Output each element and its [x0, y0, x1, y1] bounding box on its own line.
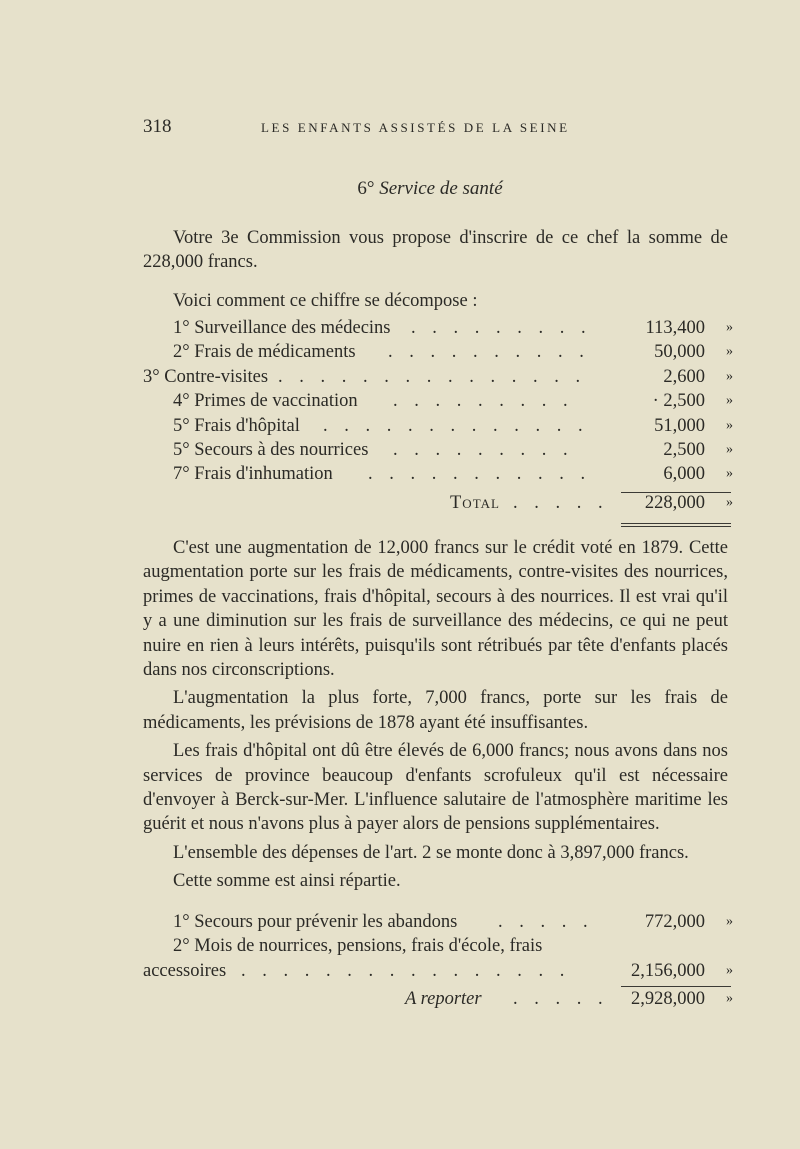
- row-label: 3° Contre-visites: [143, 366, 269, 387]
- page-number: 318: [143, 116, 172, 137]
- report-dots: . . . . .: [513, 989, 609, 1010]
- section-number: 6°: [357, 178, 375, 199]
- row-amount: · 2,500: [652, 391, 705, 412]
- row-ditto: »: [726, 368, 733, 384]
- row-label: 4° Primes de vaccination: [173, 391, 358, 412]
- row-dots: . . . . . . . . .: [393, 439, 574, 460]
- intro-paragraph: Votre 3e Commission vous propose d'inscrire de ce chef la somme de 228,000 francs.: [143, 228, 728, 273]
- row-amount: 6,000: [663, 464, 705, 485]
- report-row: [143, 987, 743, 1011]
- row-dots: . . . . . . . . . . . . . . . .: [241, 960, 571, 981]
- row-amount: 51,000: [654, 415, 705, 436]
- running-head: [143, 116, 613, 140]
- row-label: 5° Frais d'hôpital: [173, 415, 300, 436]
- total-ditto: »: [726, 494, 733, 510]
- paragraph: L'ensemble des dépenses de l'art. 2 se monte donc à 3,897,000 francs.: [173, 842, 689, 863]
- row-label: 5° Secours à des nourrices: [173, 439, 369, 460]
- row-dots: . . . . .: [498, 912, 594, 932]
- row-dots: . . . . . . . . . . . . .: [323, 415, 589, 436]
- total-label: Total: [450, 492, 500, 513]
- book-title: LES ENFANTS ASSISTÉS DE LA SEINE: [261, 120, 570, 135]
- paragraph: Cette somme est ainsi répartie.: [173, 871, 401, 892]
- table-row: [143, 462, 743, 486]
- row-ditto: »: [726, 393, 733, 409]
- row-dots: . . . . . . . . . . .: [368, 464, 592, 485]
- report-label: A reporter: [405, 989, 482, 1010]
- row-dots: . . . . . . . . . .: [388, 342, 590, 363]
- paragraph: Les frais d'hôpital ont dû être élevés de 6,000 francs; nous avons dans nos services de province beaucoup d'enfants scrofuleux qu'il est nécessaire d'envoyer à Berck-sur-Mer. L'influence salutaire de l'atmosphère maritime les guérit et nous n'avons plus à payer alors de pensions supplémentaires.: [143, 741, 728, 835]
- body-text: [143, 536, 728, 894]
- row-ditto: »: [726, 441, 733, 457]
- row-amount: 50,000: [654, 342, 705, 363]
- row-dots: . . . . . . . . . . . . . . .: [278, 366, 587, 387]
- row-amount: 113,400: [645, 318, 705, 338]
- row-dots: . . . . . . . . .: [393, 391, 574, 412]
- table-row: [143, 414, 743, 438]
- report-ditto: »: [726, 991, 733, 1007]
- expenses-table: [143, 910, 743, 1012]
- row-label: 2° Frais de médicaments: [173, 342, 356, 363]
- row-ditto: »: [726, 344, 733, 360]
- total-dots: . . . . .: [513, 492, 609, 513]
- row-ditto: »: [726, 962, 733, 978]
- row-dots: . . . . . . . . .: [411, 318, 592, 338]
- paragraph: L'augmentation la plus forte, 7,000 francs, porte sur les frais de médicaments, les prévisions de 1878 ayant été insuffisantes.: [143, 688, 728, 733]
- row-label: 1° Surveillance des médecins: [173, 318, 391, 338]
- row-ditto: »: [726, 914, 733, 929]
- table-row: [143, 934, 743, 958]
- section-heading: Service de santé: [379, 178, 503, 199]
- table-row: [143, 438, 743, 462]
- row-amount: 2,600: [663, 366, 705, 387]
- table-row: [143, 365, 743, 389]
- intro-paragraph-block: [143, 226, 728, 275]
- table-row: [143, 316, 743, 340]
- row-amount: 2,156,000: [631, 960, 705, 981]
- total-double-rule: [621, 523, 731, 527]
- report-amount: 2,928,000: [631, 989, 705, 1010]
- paragraph: C'est une augmentation de 12,000 francs sur le crédit voté en 1879. Cette augmentation porte sur les frais de médicaments, contre-visites des nourrices, primes de vaccinations, frais d'hôpital, secours à des nourrices. Il est vrai qu'il y a une diminution sur les frais de surveillance des médecins, ce qui ne peut nuire en rien à leurs intérêts, puisqu'ils sont rétribués par tête d'enfants placés dans nos circonscriptions.: [143, 538, 728, 681]
- row-label: 1° Secours pour prévenir les abandons: [173, 912, 458, 932]
- decompose-paragraph-block: [143, 289, 728, 313]
- total-amount: 228,000: [644, 492, 705, 513]
- row-ditto: »: [726, 466, 733, 482]
- row-label: 7° Frais d'inhumation: [173, 464, 333, 485]
- table-row: [143, 340, 743, 364]
- row-ditto: »: [726, 417, 733, 433]
- row-amount: 772,000: [644, 912, 705, 932]
- row-label: 2° Mois de nourrices, pensions, frais d'école, frais: [173, 936, 543, 957]
- row-amount: 2,500: [663, 439, 705, 460]
- decompose-paragraph: Voici comment ce chiffre se décompose :: [173, 291, 478, 311]
- table-row: [143, 910, 743, 934]
- table-row: [143, 959, 743, 983]
- row-label: accessoires: [143, 960, 227, 981]
- services-table: [143, 316, 743, 515]
- total-row: [143, 491, 743, 515]
- row-ditto: »: [726, 320, 733, 335]
- table-row: [143, 389, 743, 413]
- section-title: [0, 178, 800, 200]
